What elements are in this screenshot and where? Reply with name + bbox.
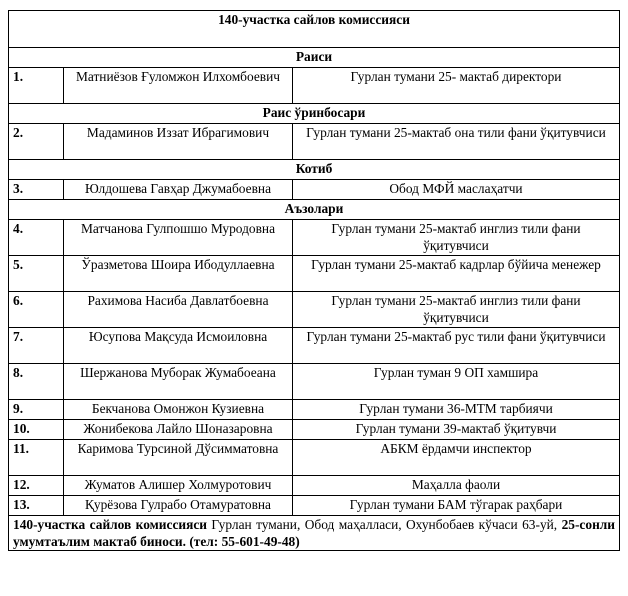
- member-name: Юсупова Мақсуда Исмоиловна: [64, 328, 293, 364]
- row-number: 5.: [9, 256, 64, 292]
- member-name: Жуматов Алишер Холмуротович: [64, 476, 293, 496]
- member-role: Гурлан тумани 25-мактаб инглиз тили фани ўқитувчиси: [293, 220, 620, 256]
- member-name: Шержанова Муборак Жумабоеана: [64, 364, 293, 400]
- row-number: 13.: [9, 496, 64, 516]
- polling-station-address: [9, 516, 620, 551]
- table-row: [9, 420, 620, 440]
- member-name: Мадаминов Иззат Ибрагимович: [64, 124, 293, 160]
- row-number: 7.: [9, 328, 64, 364]
- table-row: [9, 440, 620, 476]
- address-commission-name: 140-участка сайлов комиссияси: [13, 517, 208, 532]
- member-name: Юлдошева Гавҳар Джумабоевна: [64, 180, 293, 200]
- table-title: 140-участка сайлов комиссияси: [9, 11, 620, 48]
- address-building-phone: 25-сонли умумтаълим мактаб биноси. (тел: 55-601-49-48): [13, 517, 616, 549]
- table-row: [9, 364, 620, 400]
- table-row: [9, 124, 620, 160]
- member-name: Қурёзова Гулрабо Отамуратовна: [64, 496, 293, 516]
- row-number: 9.: [9, 400, 64, 420]
- member-name: Матниёзов Ғуломжон Илхомбоевич: [64, 68, 293, 104]
- member-role: Гурлан тумани 36-МТМ тарбиячи: [293, 400, 620, 420]
- member-role: Гурлан тумани БАМ тўгарак раҳбари: [293, 496, 620, 516]
- section-secretary: Котиб: [9, 160, 620, 180]
- member-name: Каримова Турсиной Дўсимматовна: [64, 440, 293, 476]
- section-members: Аъзолари: [9, 200, 620, 220]
- member-role: Гурлан тумани 39-мактаб ўқитувчи: [293, 420, 620, 440]
- table-row: [9, 476, 620, 496]
- member-name: Ўразметова Шоира Ибодуллаевна: [64, 256, 293, 292]
- member-role: Гурлан тумани 25-мактаб она тили фани ўқитувчиси: [293, 124, 620, 160]
- table-row: [9, 328, 620, 364]
- row-number: 1.: [9, 68, 64, 104]
- member-role: Обод МФЙ маслаҳатчи: [293, 180, 620, 200]
- address-text: Гурлан тумани, Обод маҳалласи, Охунбобаев кўчаси 63-уй,: [207, 517, 562, 532]
- table-row: [9, 68, 620, 104]
- table-row: [9, 400, 620, 420]
- member-role: Гурлан туман 9 ОП хамшира: [293, 364, 620, 400]
- table-row: [9, 256, 620, 292]
- member-role: Гурлан тумани 25- мактаб директори: [293, 68, 620, 104]
- member-role: Гурлан тумани 25-мактаб рус тили фани ўқитувчиси: [293, 328, 620, 364]
- commission-table: [8, 10, 620, 551]
- member-role: Гурлан тумани 25-мактаб кадрлар бўйича менежер: [293, 256, 620, 292]
- member-role: АБКМ ёрдамчи инспектор: [293, 440, 620, 476]
- member-name: Жонибекова Лайло Шоназаровна: [64, 420, 293, 440]
- table-row: [9, 292, 620, 328]
- table-row: [9, 220, 620, 256]
- section-deputy: Раис ўринбосари: [9, 104, 620, 124]
- row-number: 12.: [9, 476, 64, 496]
- row-number: 6.: [9, 292, 64, 328]
- row-number: 2.: [9, 124, 64, 160]
- table-row: [9, 496, 620, 516]
- member-name: Бекчанова Омонжон Кузиевна: [64, 400, 293, 420]
- row-number: 8.: [9, 364, 64, 400]
- section-chair: Раиси: [9, 48, 620, 68]
- table-row: [9, 180, 620, 200]
- member-name: Рахимова Насиба Давлатбоевна: [64, 292, 293, 328]
- member-name: Матчанова Гулпошшо Муродовна: [64, 220, 293, 256]
- row-number: 3.: [9, 180, 64, 200]
- member-role: Маҳалла фаоли: [293, 476, 620, 496]
- member-role: Гурлан тумани 25-мактаб инглиз тили фани ўқитувчиси: [293, 292, 620, 328]
- row-number: 4.: [9, 220, 64, 256]
- row-number: 11.: [9, 440, 64, 476]
- row-number: 10.: [9, 420, 64, 440]
